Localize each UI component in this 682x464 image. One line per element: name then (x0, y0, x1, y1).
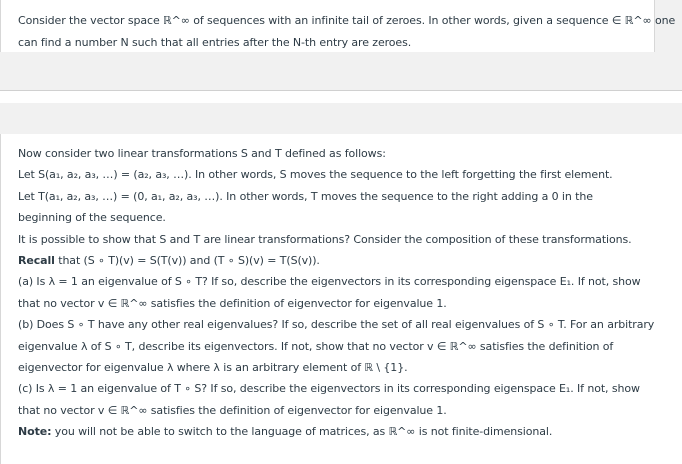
problem-line-13: that no vector v ∈ ℝ^∞ satisfies the definition of eigenvector for eigenvalue 1. (18, 403, 447, 417)
intro-card (0, 0, 676, 52)
note-text: you will not be able to switch to the language of matrices, as ℝ^∞ is not finite-dimensional. (51, 425, 553, 439)
problem-card (0, 134, 682, 464)
problem-line-8: that no vector v ∈ ℝ^∞ satisfies the definition of eigenvector for eigenvalue 1. (18, 296, 447, 310)
problem-line-5: It is possible to show that S and T are linear transformations? Consider the composition of these transformations. (18, 232, 632, 246)
problem-line-14 (18, 421, 682, 442)
section-divider (0, 90, 682, 103)
problem-line-12: (c) Is λ = 1 an eigenvalue of T ∘ S? If so, describe the eigenvectors in its corresponding eigenspace E₁. If not, show (18, 382, 640, 396)
problem-line-4: beginning of the sequence. (18, 211, 166, 225)
intro-line-2: can find a number N such that all entries after the N-th entry are zeroes. (18, 35, 412, 49)
problem-line-7: (a) Is λ = 1 an eigenvalue of S ∘ T? If so, describe the eigenvectors in its corresponding eigenspace E₁. If not, show (18, 275, 641, 289)
recall-text: that (S ∘ T)(v) = S(T(v)) and (T ∘ S)(v) = T(S(v)). (54, 254, 320, 268)
problem-line-11: eigenvector for eigenvalue λ where λ is an arbitrary element of ℝ \ {1}. (18, 361, 408, 375)
problem-line-2: Let S(a₁, a₂, a₃, …) = (a₂, a₃, …). In other words, S moves the sequence to the left forgetting the first element. (18, 168, 613, 182)
recall-label: Recall (18, 254, 55, 268)
intro-line-1: Consider the vector space ℝ^∞ of sequences with an infinite tail of zeroes. In other words, given a sequence ∈ ℝ^∞ one (18, 14, 676, 27)
problem-line-10: eigenvalue λ of S ∘ T, describe its eigenvectors. If not, show that no vector v ∈ ℝ^∞ satisfies the definition of (18, 339, 614, 353)
problem-line-9: (b) Does S ∘ T have any other real eigenvalues? If so, describe the set of all real eigenvalues of S ∘ T. For an arbitrary (18, 318, 655, 332)
note-label: Note: (18, 425, 52, 439)
problem-line-3: Let T(a₁, a₂, a₃, …) = (0, a₁, a₂, a₃, …). In other words, T moves the sequence to the right adding a 0 in the (18, 189, 593, 203)
problem-line-6 (18, 250, 682, 271)
problem-line-1: Now consider two linear transformations S and T defined as follows: (18, 147, 386, 160)
